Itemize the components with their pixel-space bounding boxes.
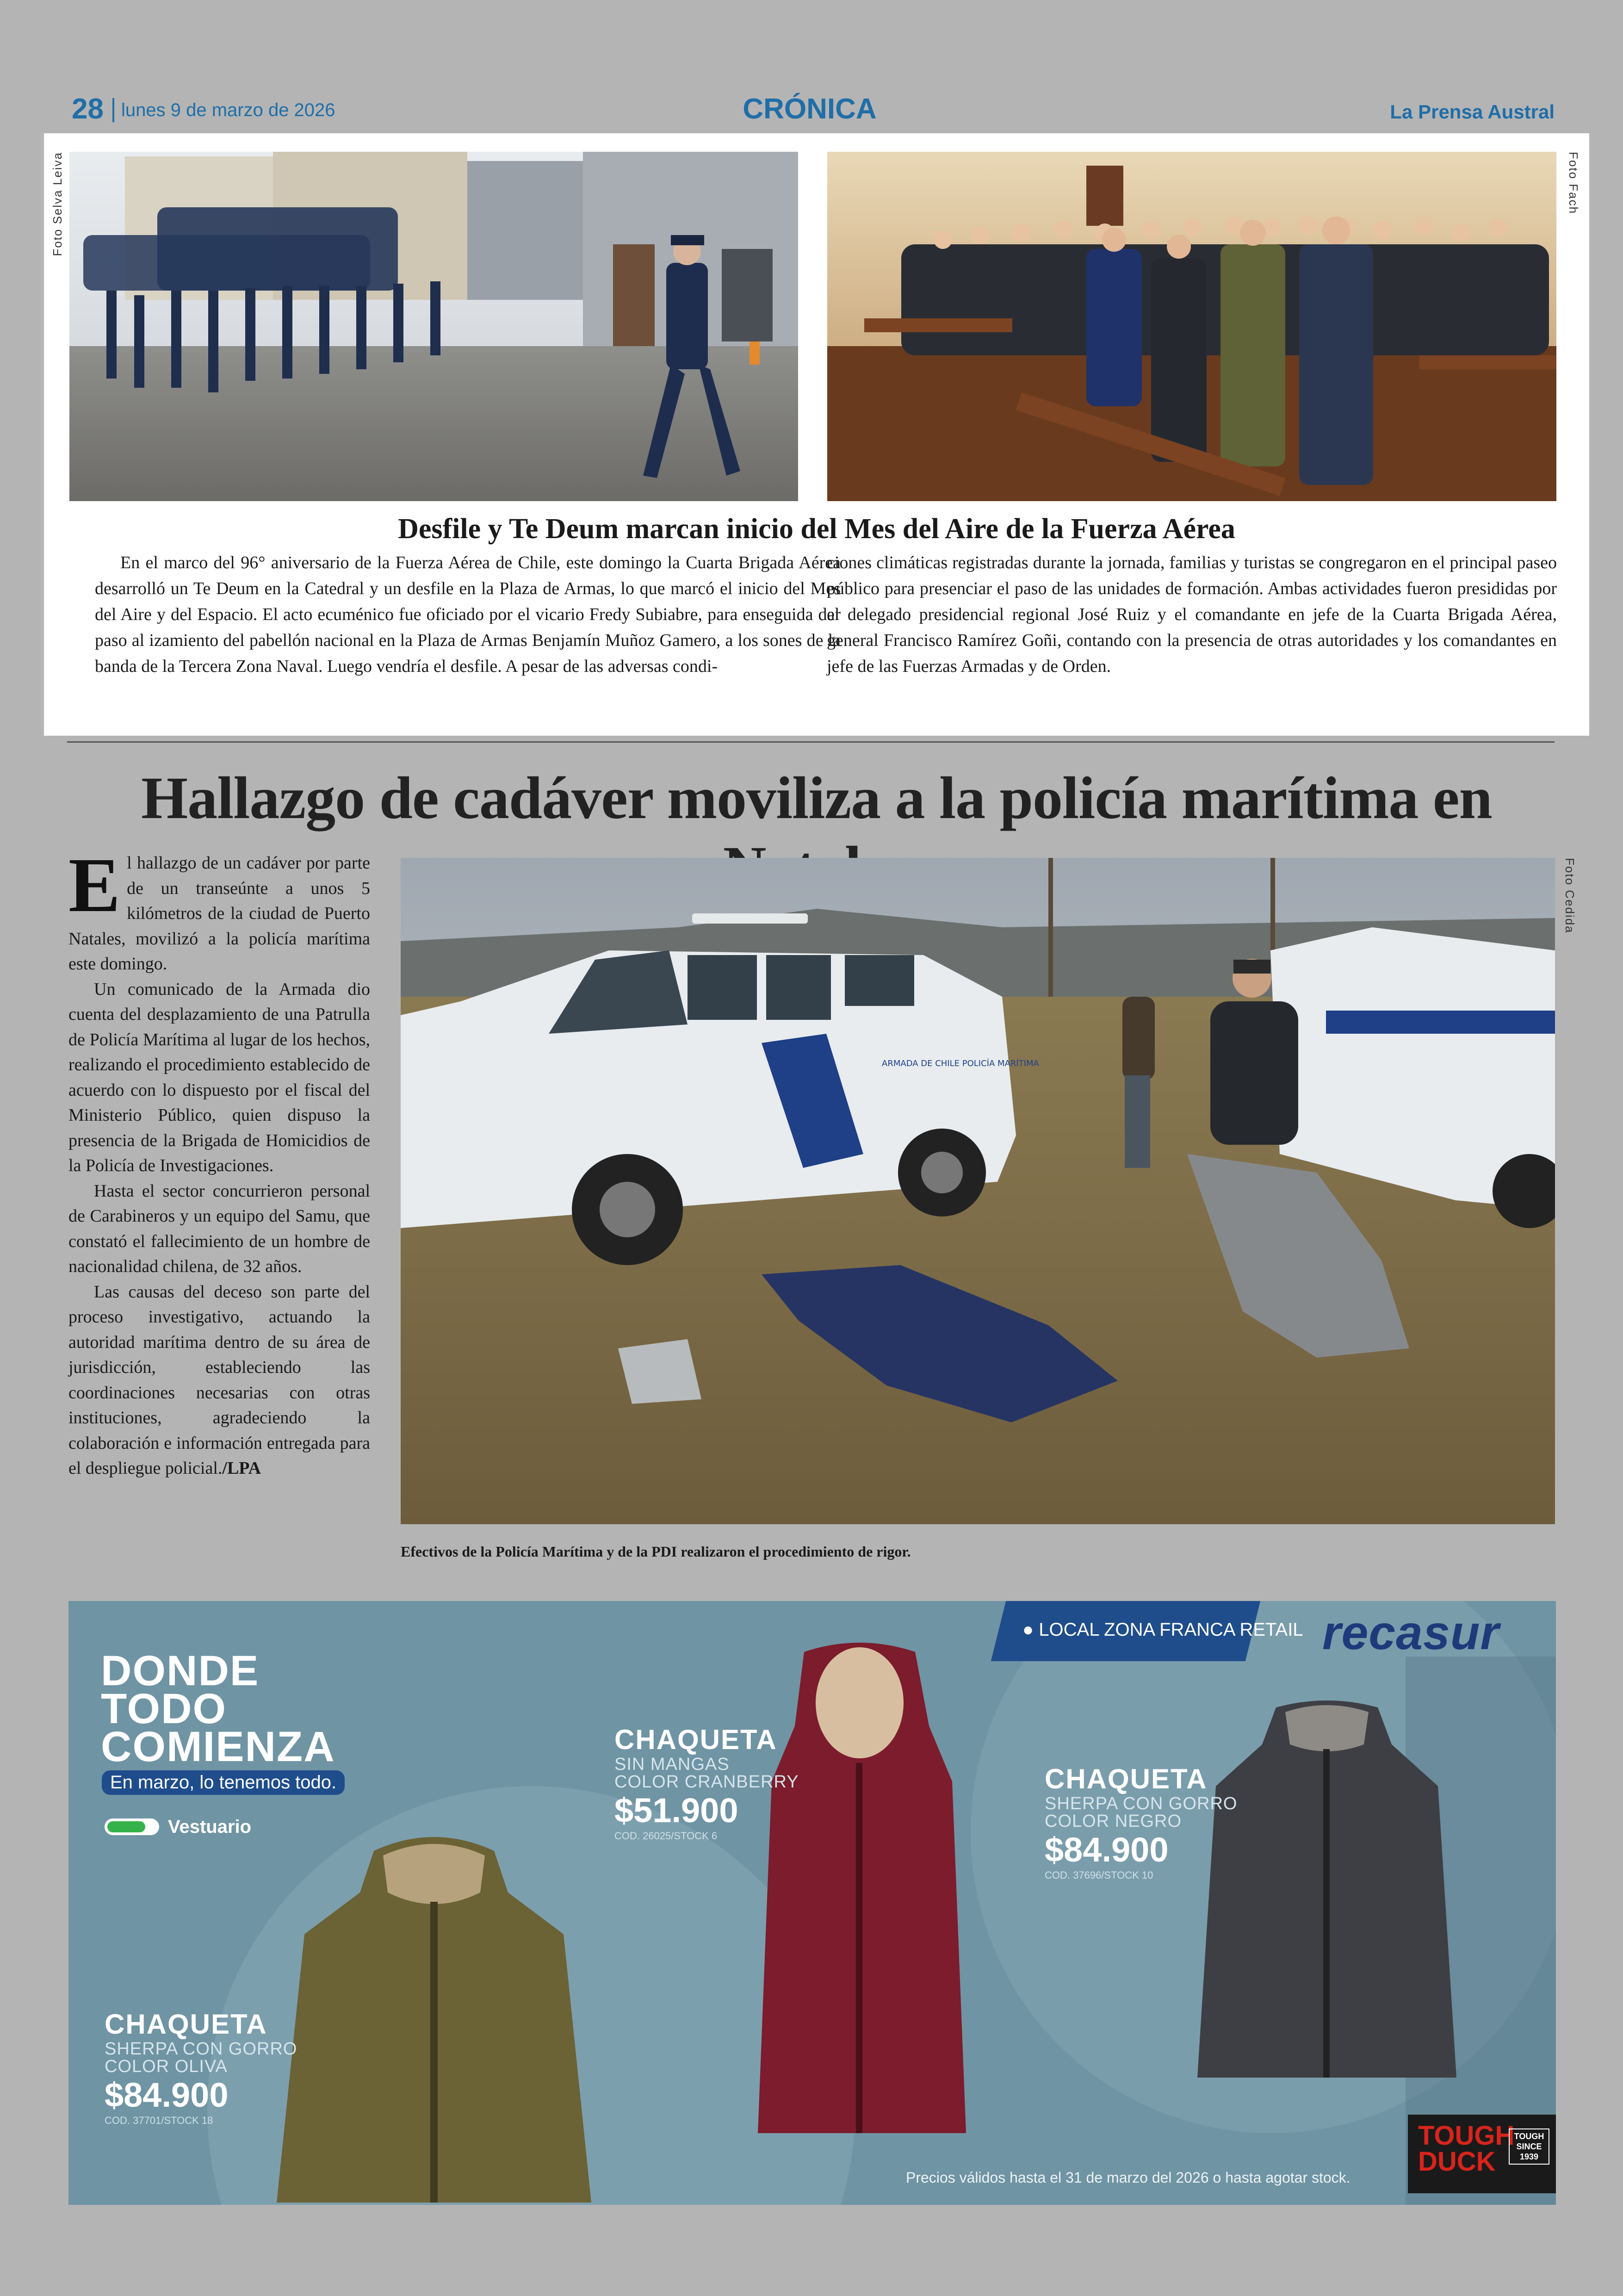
product-cranberry-line-1: SIN MANGAS bbox=[614, 1755, 730, 1774]
photo-credit-right: Foto Fach bbox=[1567, 152, 1580, 215]
newspaper-name: La Prensa Austral bbox=[1390, 101, 1555, 123]
recasur-logo: recasur bbox=[1322, 1606, 1499, 1660]
page-number: 28 bbox=[72, 93, 104, 125]
olive-jacket-image bbox=[267, 1832, 601, 2205]
recasur-advertisement bbox=[68, 1601, 1556, 2205]
product-olive bbox=[105, 2008, 297, 2127]
product-black-price: $84.900 bbox=[1045, 1831, 1169, 1869]
product-black-line-1: SHERPA CON GORRO bbox=[1045, 1794, 1238, 1813]
paragraph-3: Hasta el sector concurrieron personal de Carabineros y un equipo del Samu, que constató el fallecimiento de un hombre de nacionalidad chilena, de 32 años. bbox=[68, 1181, 370, 1276]
product-cranberry-line-2: COLOR CRANBERRY bbox=[614, 1772, 799, 1792]
category-toggle bbox=[105, 1818, 159, 1835]
parade-photo bbox=[69, 152, 798, 501]
product-black bbox=[1045, 1763, 1237, 1881]
drop-cap: E bbox=[68, 842, 121, 928]
product-olive-title: CHAQUETA bbox=[105, 2009, 267, 2040]
main-photo-credit: Foto Cedida bbox=[1563, 858, 1577, 934]
top-story bbox=[44, 133, 1589, 736]
maritime-police-photo bbox=[401, 858, 1555, 1524]
ad-headline-line-3: COMIENZA bbox=[101, 1723, 335, 1770]
signature: /LPA bbox=[222, 1458, 261, 1478]
te-deum-photo bbox=[827, 152, 1556, 501]
cranberry-vest-image bbox=[753, 1643, 971, 2142]
photo-credit-left: Foto Selva Leiva bbox=[50, 152, 64, 256]
product-olive-price: $84.900 bbox=[105, 2076, 229, 2114]
product-cranberry-title: CHAQUETA bbox=[614, 1724, 777, 1755]
paragraph-4: Las causas del deceso son parte del proceso investigativo, actuando la autoridad marítima dentro de su área de jurisdicción, estableciendo las coordinaciones necesarias con otras instituciones, agradeciendo la colaboración e información entregada para el despliegue policial./LPA bbox=[68, 1282, 370, 1478]
product-olive-line-1: SHERPA CON GORRO bbox=[105, 2039, 297, 2059]
top-story-column-1: En el marco del 96° aniversario de la Fuerza Aérea de Chile, este domingo la Cuarta Brigada Aérea desarrolló un Te Deum en la Catedral y un desfile en la Plaza de Armas, lo que marcó el inicio del Mes del Aire y del Espacio. El acto ecuménico fue oficiado por el vicario Fredy Subiabre, para enseguida dar paso al izamiento del pabellón nacional en la Plaza de Armas Benjamín Muñoz Gamero, a los sones de la banda de la Tercera Zona Naval. Luego vendría el desfile. A pesar de las adversas condi- bbox=[95, 553, 841, 676]
ad-tagline: En marzo, lo tenemos todo. bbox=[102, 1770, 345, 1795]
product-black-code: COD. 37696/STOCK 10 bbox=[1045, 1869, 1153, 1881]
product-olive-line-2: COLOR OLIVA bbox=[105, 2057, 228, 2076]
main-story-text bbox=[68, 842, 370, 1481]
paragraph-2: Un comunicado de la Armada dio cuenta del desplazamiento de una Patrulla de Policía Marítima al lugar de los hechos, realizando el procedimiento establecido de acuerdo con lo dispuesto por el fiscal del Ministerio Público, quien dispuso la presencia de la Brigada de Homicidios de la Policía de Investigaciones. bbox=[68, 979, 370, 1175]
product-cranberry-price: $51.900 bbox=[614, 1791, 738, 1830]
black-coat-image bbox=[1197, 1698, 1456, 2096]
top-story-headline: Desfile y Te Deum marcan inicio del Mes del Aire de la Fuerza Aérea bbox=[398, 513, 1235, 545]
location-text: ● LOCAL ZONA FRANCA RETAIL bbox=[1022, 1620, 1303, 1640]
tough-duck-since-badge: TOUGH SINCE 1939 bbox=[1509, 2128, 1549, 2165]
category-label: Vestuario bbox=[168, 1817, 252, 1837]
header-date: lunes 9 de marzo de 2026 bbox=[121, 100, 335, 120]
tough-duck-word-2: DUCK bbox=[1418, 2147, 1496, 2177]
section-title: CRÓNICA bbox=[743, 93, 877, 125]
product-olive-code: COD. 37701/STOCK 18 bbox=[105, 2115, 213, 2126]
tough-duck-word-1: TOUGH bbox=[1418, 2121, 1515, 2151]
paragraph-1: El hallazgo de un cadáver por parte de un transeúnte a unos 5 kilómetros de la ciudad de Puerto Natales, movilizó a la policía marítima este domingo. bbox=[68, 842, 370, 974]
ad-headline-line-1: DONDE bbox=[101, 1647, 260, 1694]
section-divider bbox=[67, 741, 1555, 743]
product-black-title: CHAQUETA bbox=[1045, 1763, 1208, 1794]
top-story-column-2: ciones climáticas registradas durante la jornada, familias y turistas se congregaron en el principal paseo público para presenciar el paso de las unidades de formación. Ambas actividades fueron presididas por el delegado presidencial regional José Ruiz y el comandante en jefe de la Cuarta Brigada Aérea, general Francisco Ramírez Goñi, contando con la presencia de otras autoridades y los comandantes en jefe de las Fuerzas Armadas y de Orden. bbox=[827, 553, 1557, 676]
truck-door-label: ARMADA DE CHILE POLICÍA MARÍTIMA bbox=[882, 1059, 1039, 1068]
photo-caption: Efectivos de la Policía Marítima y de la PDI realizaron el procedimiento de rigor. bbox=[401, 1543, 911, 1560]
main-headline: Hallazgo de cadáver moviliza a la policía marítima en bbox=[141, 765, 1492, 832]
header-divider bbox=[112, 98, 114, 122]
product-cranberry bbox=[614, 1724, 799, 1842]
ad-footnote: Precios válidos hasta el 31 de marzo del 2026 o hasta agotar stock. bbox=[906, 2169, 1350, 2186]
ad-headline-line-2: TODO bbox=[101, 1685, 227, 1732]
tough-duck-logo bbox=[1408, 2115, 1556, 2193]
product-black-line-2: COLOR NEGRO bbox=[1045, 1812, 1182, 1831]
product-cranberry-code: COD. 26025/STOCK 6 bbox=[614, 1830, 718, 1842]
location-pin-icon: ● bbox=[1022, 1620, 1034, 1640]
